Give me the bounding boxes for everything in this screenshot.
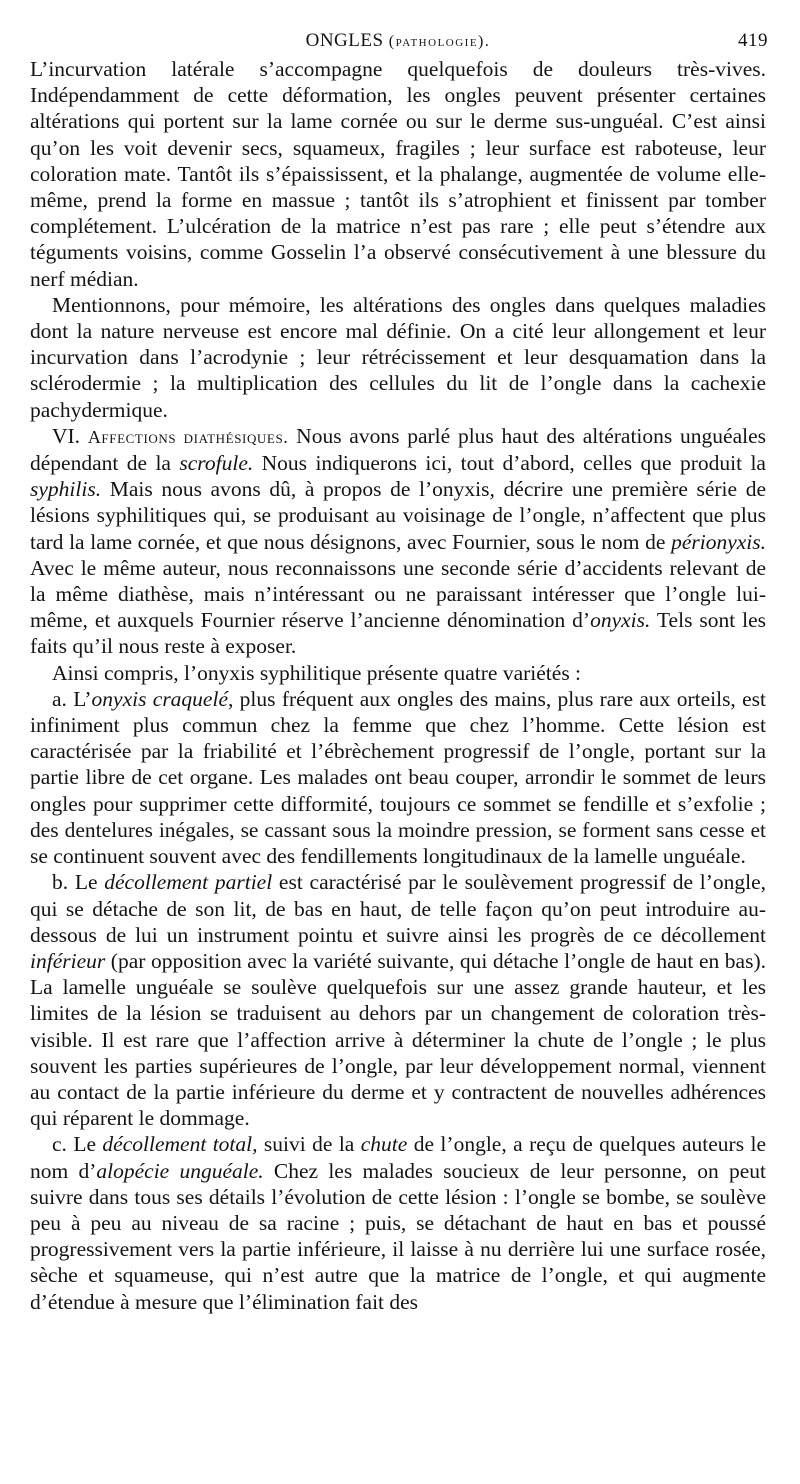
text-run: est caractérisé par le soulèvement progressif de l’ongle, qui se détache de son lit, de bas en haut, de telle façon qu’on peut introduire au-dessous de lui un instrument pointu et suivre ainsi les progrès de ce décollement: [30, 870, 766, 947]
text-run: Tels sont les faits qu’il nous reste à exposer.: [30, 608, 767, 659]
header-title-sub: (pathologie).: [388, 33, 491, 50]
paragraph: [30, 1131, 766, 1314]
text-run: Nous indiquerons ici, tout d’abord, celles que produit la: [253, 451, 766, 476]
text-run: L’incurvation latérale s’accompagne quelquefois de douleurs très-vives. Indépendamment de cette déformation, les ongles peuvent présenter certaines altérations qui portent sur la lame cornée ou sur le derme sus-unguéal. C’est ainsi qu’on les voit devenir secs, squameux, fragiles ; leur surface est raboteuse, leur coloration mate. Tantôt ils s’épaississent, et la phalange, augmentée de volume elle-même, prend la forme en massue ; tantôt ils s’atrophient et finissent par tomber complétement. L’ulcération de la matrice n’est pas rare ; elle peut s’étendre aux téguments voisins, comme Gosselin l’a observé consécutivement à une blessure du nerf médian.: [30, 57, 766, 291]
header-title-main: ONGLES: [305, 30, 384, 51]
paragraph: [30, 292, 766, 423]
text-run: Avec le même auteur, nous reconnaissons une seconde série d’accidents relevant de la même diathèse, mais n’intéressant ou ne paraissant intéresser que l’ongle lui-même, et auxquels Fournier réserve l’ancienne dénomination d’: [30, 555, 766, 633]
italic-term: scrofule.: [179, 451, 254, 476]
italic-term: alopécie unguéale.: [96, 1158, 264, 1183]
page-number: 419: [738, 30, 768, 51]
paragraph: [30, 56, 766, 292]
paragraph: [30, 660, 766, 686]
running-header: [30, 30, 766, 56]
italic-term: inférieur: [30, 948, 106, 973]
text-run: Chez les malades soucieux de leur personne, on peut suivre dans tous ses détails l’évolution de cette lésion : l’ongle se bombe, se soulève peu à peu au niveau de sa racine ; puis, se détachant de haut en bas et poussé progressivement vers la partie inférieure, il laisse à nu derrière lui une surface rosée, sèche et squameuse, qui n’est autre que la matrice de l’ongle, et qui augmente d’étendue à mesure que l’élimination fait des: [30, 1158, 767, 1314]
text-run: b. Le: [52, 870, 105, 895]
text-run: Ainsi compris, l’onyxis syphilitique présente quatre variétés :: [52, 660, 582, 685]
paragraph: [30, 869, 766, 1131]
text-run: (par opposition avec la variété suivante, qui détache l’ongle de haut en bas). La lamelle unguéale se soulève quelquefois sur une assez grande hauteur, et les limites de la lésion se traduisent au dehors par un changement de coloration très-visible. Il est rare que l’affection arrive à déterminer la chute de l’ongle ; le plus souvent les parties supérieures de l’ongle, par leur développement normal, viennent au contact de la partie inférieure du derme et y contractent de nouvelles adhérences qui réparent le dommage.: [30, 948, 766, 1131]
text-run: Nous avons parlé plus haut des altérations unguéales dépendant de la: [30, 423, 766, 476]
italic-term: onyxis craquelé,: [91, 686, 234, 711]
text-run: a. L’: [52, 686, 92, 711]
text-run: de l’ongle, a reçu de quelques auteurs le nom d’: [30, 1132, 767, 1183]
text-run: suivi de la: [257, 1132, 361, 1157]
text-run: c. Le: [52, 1132, 103, 1157]
text-run: VI.: [52, 423, 88, 448]
text-run: Mentionnons, pour mémoire, les altérations des ongles dans quelques maladies dont la nature nerveuse est encore mal définie. On a cité leur allongement et leur incurvation dans l’acrodynie ; leur rétrécissement et leur desquamation dans la sclérodermie ; la multiplication des cellules du lit de l’ongle dans la cachexie pachydermique.: [30, 292, 766, 422]
body-text: [30, 56, 766, 1315]
italic-term: décollement total,: [102, 1132, 258, 1157]
paragraph: [30, 423, 766, 660]
italic-term: onyxis.: [590, 608, 651, 633]
italic-term: chute: [360, 1132, 408, 1157]
text-run: plus fréquent aux ongles des mains, plus rare aux orteils, est infiniment plus commun chez la femme que chez l’homme. Cette lésion est caractérisée par la friabilité et l’ébrèchement progressif de l’ongle, portant sur la partie libre de cet organe. Les malades ont beau couper, arrondir le sommet de leurs ongles pour supprimer cette difformité, toujours ce sommet se fendille et s’exfolie ; des dentelures inégales, se cassant sous la moindre pression, se forment sans cesse et se continuent souvent avec des fendillements longitudinaux de la lamelle unguéale.: [30, 686, 766, 869]
italic-term: décollement partiel: [104, 870, 273, 895]
book-page: [30, 30, 766, 1315]
section-heading: Affections diathésiques.: [87, 426, 289, 447]
italic-term: périonyxis.: [671, 529, 766, 554]
header-title: [30, 30, 766, 52]
italic-term: syphilis.: [30, 477, 102, 502]
text-run: Mais nous avons dû, à propos de l’onyxis, décrire une première série de lésions syphilitiques qui, se produisant au voisinage de l’ongle, n’affectent que plus tard la lame cornée, et que nous désignons, avec Fournier, sous le nom de: [30, 477, 766, 554]
paragraph: [30, 686, 766, 869]
